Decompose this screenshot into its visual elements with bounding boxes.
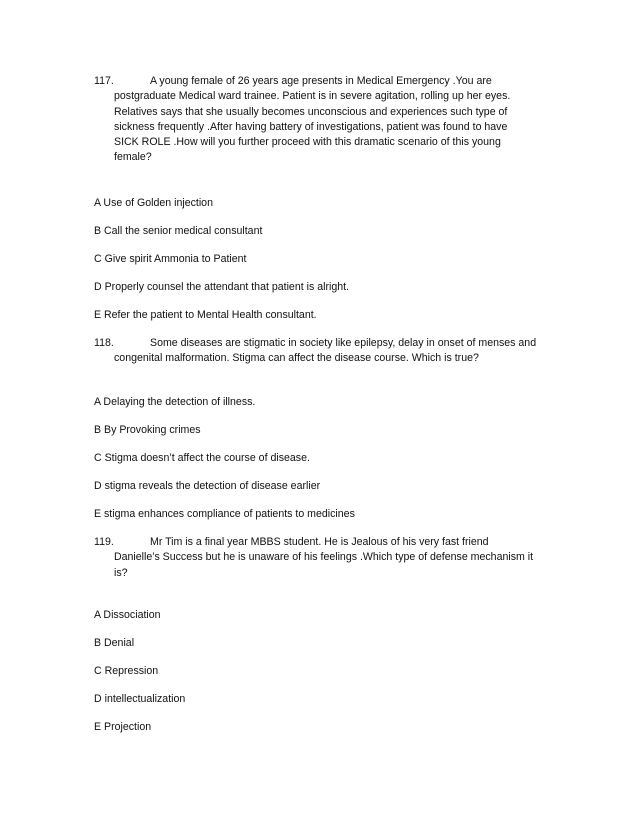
option-c: C Stigma doesn’t affect the course of disease. bbox=[94, 452, 310, 464]
option-d: D intellectualization bbox=[94, 693, 186, 705]
question-text-line: Mr Tim is a final year MBBS student. He is Jealous of his very fast friend bbox=[150, 536, 489, 548]
option-a: A Dissociation bbox=[94, 609, 161, 621]
question-117 bbox=[94, 74, 574, 166]
question-text-line: female? bbox=[114, 151, 152, 164]
option-e: E Projection bbox=[94, 721, 152, 733]
option-e: E Refer the patient to Mental Health consultant. bbox=[94, 309, 317, 321]
question-number: 119. bbox=[94, 536, 114, 548]
question-number: 118. bbox=[94, 337, 114, 349]
option-c: C Repression bbox=[94, 665, 159, 677]
option-b: B Call the senior medical consultant bbox=[94, 225, 263, 237]
question-text-line: is? bbox=[114, 566, 128, 579]
question-text-line: postgraduate Medical ward trainee. Patient is in severe agitation, rolling up her eyes. bbox=[114, 90, 511, 103]
option-b: B By Provoking crimes bbox=[94, 424, 201, 436]
question-text-line: Relatives says that she usually becomes unconscious and experiences such type of bbox=[114, 105, 508, 118]
option-a: A Delaying the detection of illness. bbox=[94, 396, 256, 408]
question-text-line: sickness frequently .After having battery of investigations, patient was found to have bbox=[114, 120, 508, 133]
option-c: C Give spirit Ammonia to Patient bbox=[94, 253, 247, 265]
option-d: D stigma reveals the detection of disease earlier bbox=[94, 480, 321, 492]
option-d: D Properly counsel the attendant that patient is alright. bbox=[94, 281, 349, 293]
option-b: B Denial bbox=[94, 637, 135, 649]
question-text-line: Some diseases are stigmatic in society like epilepsy, delay in onset of menses and bbox=[150, 337, 537, 349]
question-119 bbox=[94, 535, 574, 581]
option-e: E stigma enhances compliance of patients to medicines bbox=[94, 508, 355, 520]
question-118 bbox=[94, 336, 574, 367]
question-text-line: Danielle’s Success but he is unaware of his feelings .Which type of defense mechanism it bbox=[114, 551, 534, 564]
question-text-line: congenital malformation. Stigma can affect the disease course. Which is true? bbox=[114, 352, 479, 365]
option-a: A Use of Golden injection bbox=[94, 197, 213, 209]
question-text-line: SICK ROLE .How will you further proceed with this dramatic scenario of this young bbox=[114, 136, 501, 149]
question-number: 117. bbox=[94, 75, 114, 87]
question-text-line: A young female of 26 years age presents in Medical Emergency .You are bbox=[150, 75, 492, 87]
